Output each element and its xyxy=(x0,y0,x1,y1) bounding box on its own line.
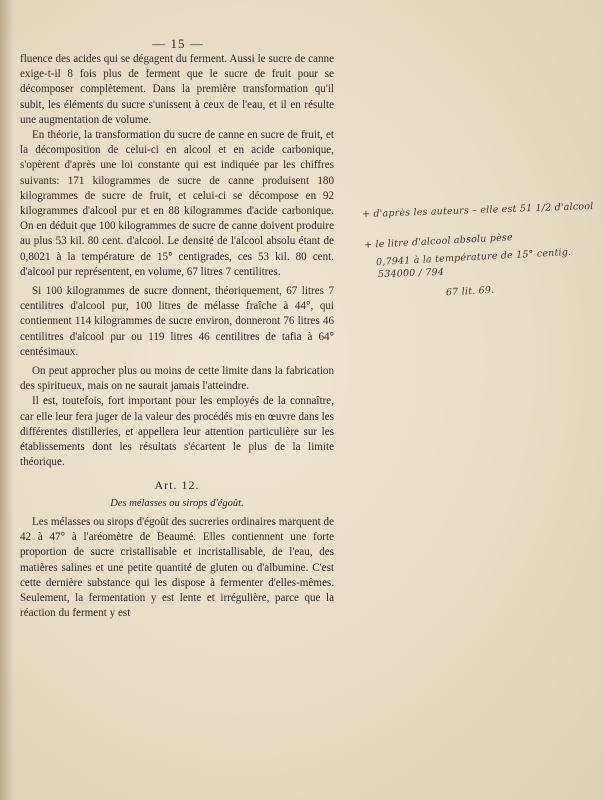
paragraph-3: Si 100 kilogrammes de sucre donnent, théoriquement, 67 litres 7 centilitres d'alcool pur, 100 litres de mélasse fraîche à 44°, qui contiennent 114 kilogrammes de sucre environ, donneront 76 litres 46 centilitres d'alcool pur ou 119 litres 46 centilitres de tafia à 64° centésimaux. xyxy=(20,285,334,358)
handwritten-note-1: + d'après les auteurs – elle est 51 1/2 d'alcool xyxy=(361,200,594,221)
text-column xyxy=(20,52,334,621)
article-paragraph: Les mélasses ou sirops d'égoût des sucreries ordinaires marquent de 42 à 47° à l'aréomètre de Beaumé. Elles contiennent une forte proportion de sucre cristallisable et incristallisable, de l'eau, des matières salines et une petite quantité de gluten ou d'albumine. C'est cette dernière substance qui les dispose à fermenter d'elles-mêmes. Seulement, la fermentation y est lente et irrégulière, parce que la réaction du ferment y est xyxy=(20,515,334,620)
article-subtitle: Des mélasses ou sirops d'égoût. xyxy=(110,497,244,509)
handwritten-note-2: + le litre d'alcool absolu pèse xyxy=(363,232,514,251)
paragraph-2: En théorie, la transformation du sucre de canne en sucre de fruit, et la décomposition de celui-ci en alcool et en acide carbonique, s'opèrent d'après une loi constante qui est indiquée par les chiffres suivants: 171 kilogrammes de sucre de canne produisent 180 kilogrammes de sucre de fruit, et celui-ci se décompose en 92 kilogrammes d'alcool pur et en 88 kilogrammes d'acide carbonique. On en déduit que 100 kilogrammes de sucre de canne doivent produire au plus 53 kil. 80 cent. d'alcool. Le densité de l'alcool absolu étant de 0,8021 à la température de 15° centigrades, ces 53 kil. 80 cent. d'alcool pur représentent, en volume, 67 litres 7 centilitres. xyxy=(20,129,334,278)
handwritten-note-3: 0,7941 à la température de 15° centig. xyxy=(375,246,572,269)
paragraph-5: Il est, toutefois, fort important pour les employés de la connaître, car elle leur fera juger de la valeur des procédés mis en œuvre dans les différentes distilleries, et appellera leur attention particulière sur les établissements dont les résultats s'écartent le plus de la limite théorique. xyxy=(20,395,334,469)
book-spine-shadow xyxy=(0,0,14,800)
handwritten-note-4: 534000 / 794 xyxy=(377,266,445,281)
paragraph-1: fluence des acides qui se dégagent du ferment. Aussi le sucre de canne exige-t-il 8 fois plus de ferment que le sucre de fruit pour se décomposer complètement. Dans la première transformation qu'il subit, les éléments du sucre s'unissent à ceux de l'eau, et il en résulte une augmentation de volume. xyxy=(20,53,334,126)
page-number: — 15 — xyxy=(152,36,204,51)
article-heading: Art. 12. xyxy=(154,478,200,493)
handwritten-note-5: 67 lit. 69. xyxy=(445,284,495,299)
paragraph-4: On peut approcher plus ou moins de cette limite dans la fabrication des spiritueux, mais on ne saurait jamais l'atteindre. xyxy=(20,365,334,393)
